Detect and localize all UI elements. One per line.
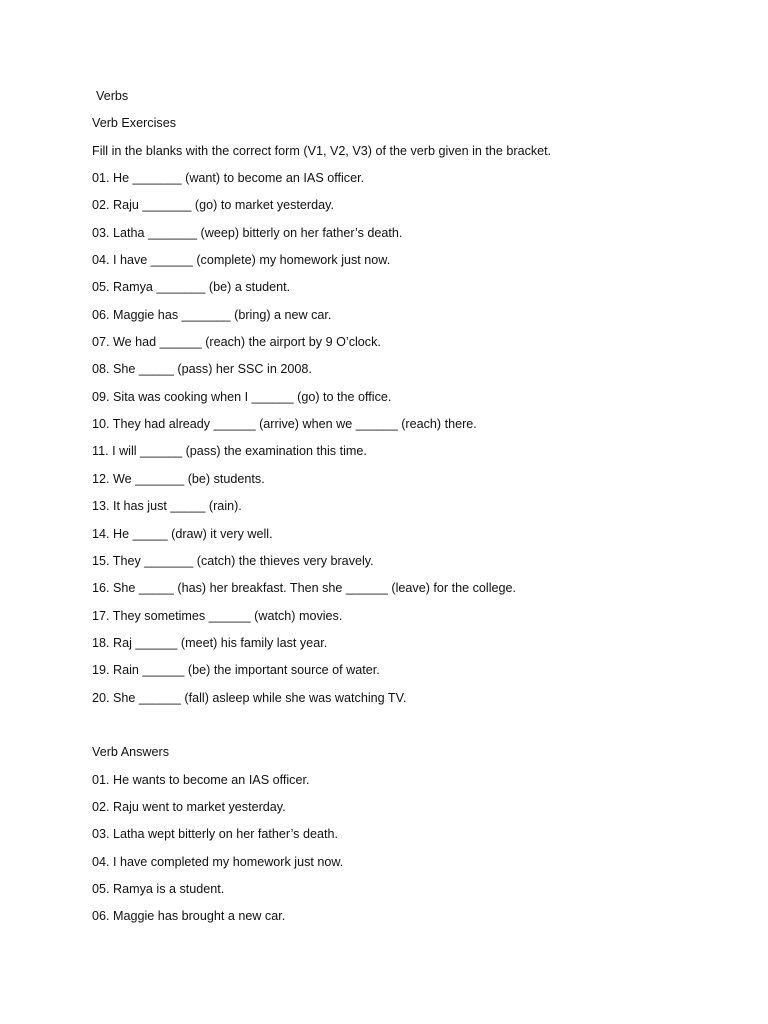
exercise-item: 02. Raju _______ (go) to market yesterday. [92,198,334,213]
exercise-item: 07. We had ______ (reach) the airport by 9 O’clock. [92,335,381,350]
exercises-heading: Verb Exercises [92,116,176,131]
exercise-item: 05. Ramya _______ (be) a student. [92,280,291,295]
answer-item: 06. Maggie has brought a new car. [92,909,286,924]
exercise-item: 06. Maggie has _______ (bring) a new car. [92,307,332,322]
exercise-item: 03. Latha _______ (weep) bitterly on her father’s death. [92,225,403,240]
exercise-item: 20. She ______ (fall) asleep while she was watching TV. [92,690,407,705]
exercise-item: 13. It has just _____ (rain). [92,499,242,514]
exercise-item: 11. I will ______ (pass) the examination this time. [92,444,367,459]
document-body [92,86,732,934]
exercise-item: 19. Rain ______ (be) the important source of water. [92,663,380,678]
exercise-item: 04. I have ______ (complete) my homework just now. [92,253,391,268]
exercise-item: 17. They sometimes ______ (watch) movies. [92,608,343,623]
exercise-item: 18. Raj ______ (meet) his family last year. [92,635,328,650]
section-spacer [92,715,732,735]
answer-item: 02. Raju went to market yesterday. [92,799,286,814]
exercise-item: 16. She _____ (has) her breakfast. Then she ______ (leave) for the college. [92,581,517,596]
answers-heading: Verb Answers [92,745,170,760]
exercise-item: 14. He _____ (draw) it very well. [92,526,273,541]
exercise-item: 10. They had already ______ (arrive) when we ______ (reach) there. [92,417,477,432]
exercise-item: 09. Sita was cooking when I ______ (go) to the office. [92,389,392,404]
exercise-item: 08. She _____ (pass) her SSC in 2008. [92,362,312,377]
instructions: Fill in the blanks with the correct form (V1, V2, V3) of the verb given in the bracket. [92,143,552,158]
answer-item: 03. Latha wept bitterly on her father’s death. [92,827,338,842]
answer-item: 04. I have completed my homework just now. [92,854,344,869]
exercise-item: 12. We _______ (be) students. [92,471,265,486]
exercise-item: 15. They _______ (catch) the thieves very bravely. [92,553,374,568]
answer-item: 05. Ramya is a student. [92,881,225,896]
exercise-item: 01. He _______ (want) to become an IAS officer. [92,171,365,186]
answer-item: 01. He wants to become an IAS officer. [92,772,310,787]
document-title: Verbs [96,89,129,103]
